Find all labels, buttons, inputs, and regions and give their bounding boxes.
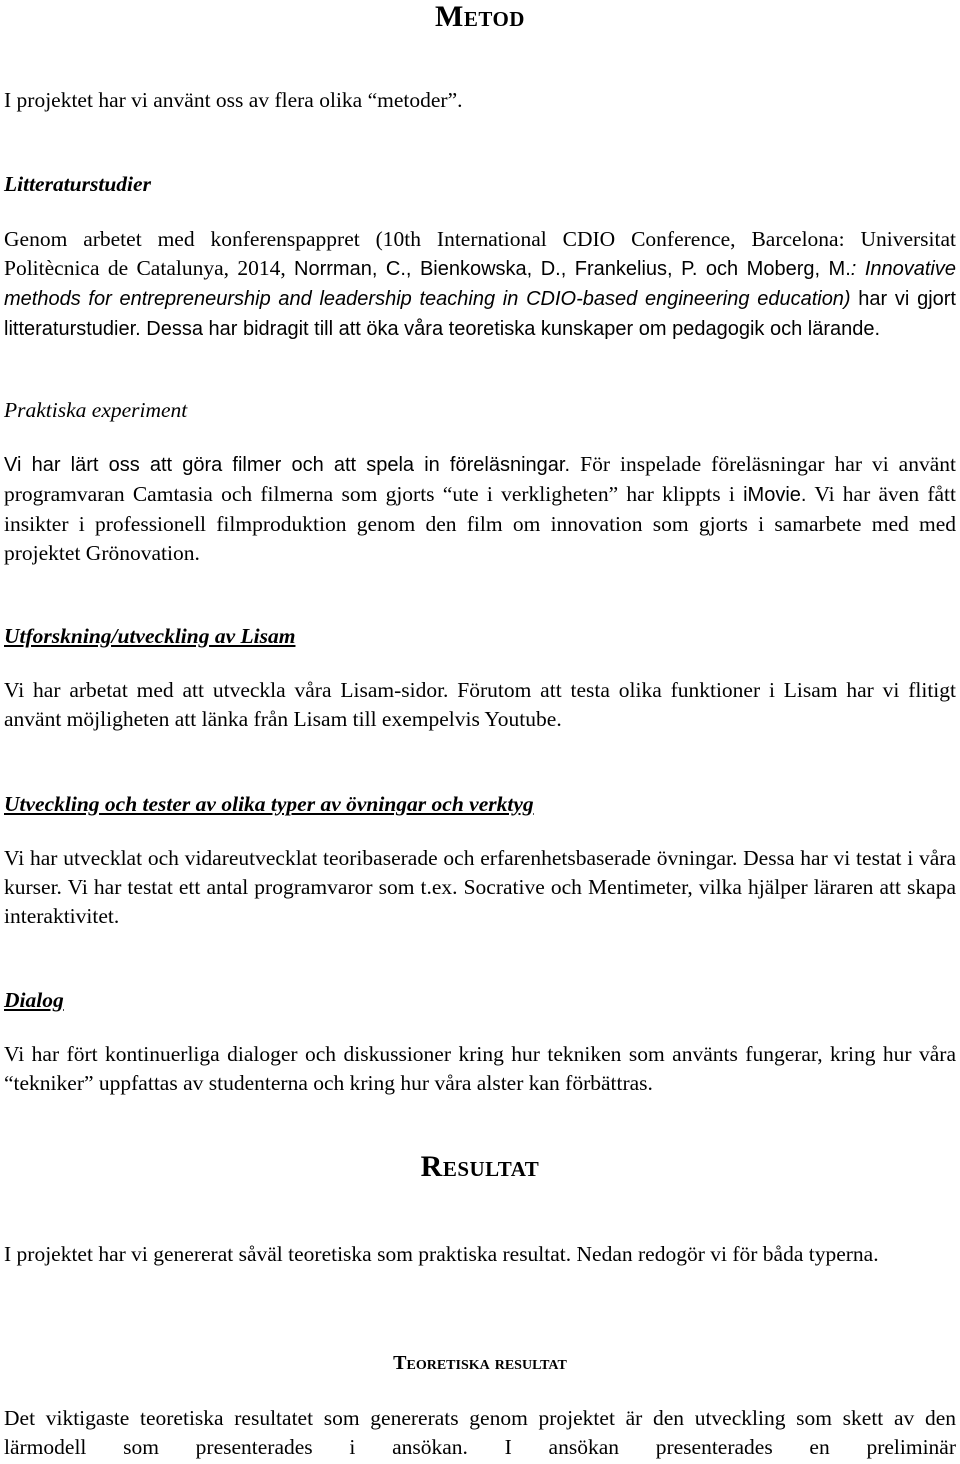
heading-lisam: Utforskning/utveckling av Lisam [4,624,296,648]
heading-litteraturstudier: Litteraturstudier [4,172,151,196]
paragraph-teoretiska-resultat: Det viktigaste teoretiska resultatet som genererats genom projektet är den utveckling som skett av den lärmodell som presenterades i ansökan. I ansökan presenterades en preliminär [4,1406,956,1459]
heading-dialog: Dialog [4,988,64,1012]
section-title-resultat: Resultat [420,1150,540,1183]
paragraph-resultat: I projektet har vi genererat såväl teoretiska som praktiska resultat. Nedan redogör vi för båda typerna. [4,1242,879,1266]
paragraph-litteraturstudier: Genom arbetet med konferenspappret (10th International CDIO Conference, Barcelona: Universitat Politècnica de Catalunya, 2014, Norrman, C., Bienkowska, D., Frankelius, P. och Moberg, M.: Innovative methods for entrepreneurship and leadership teaching in CDIO-based engineering education) har vi gjort litteraturstudier. Dessa har bidragit till att öka våra teoretiska kunskaper om pedagogik och lärande. [4,227,956,340]
section-title-metod: Metod [435,0,525,33]
heading-teoretiska-resultat: Teoretiska resultat [393,1352,567,1374]
heading-praktiska-experiment: Praktiska experiment [4,398,188,422]
paragraph-dialog: Vi har fört kontinuerliga dialoger och diskussioner kring hur tekniken som använts fungerar, kring hur våra “tekniker” uppfattas av studenterna och kring hur våra alster kan förbättras. [4,1042,956,1095]
paragraph-praktiska-experiment: Vi har lärt oss att göra filmer och att spela in föreläsningar. För inspelade föreläsningar har vi använt programvaran Camtasia och filmerna som gjorts “ute i verkligheten” har klippts i iMovie. Vi har även fått insikter i professionell filmproduktion genom den film om innovation som gjorts i samarbete med med projektet Grönovation. [4,452,957,565]
paragraph-lisam: Vi har arbetat med att utveckla våra Lisam-sidor. Förutom att testa olika funktioner i Lisam har vi flitigt använt möjligheten att länka från Lisam till exempelvis Youtube. [4,678,956,731]
heading-ovningar: Utveckling och tester av olika typer av övningar och verktyg [4,792,534,816]
paragraph-ovningar: Vi har utvecklat och vidareutvecklat teoribaserade och erfarenhetsbaserade övningar. Dessa har vi testat i våra kurser. Vi har testat ett antal programvaror som t.ex. Socrative och Mentimeter, vilka hjälper läraren att skapa interaktivitet. [4,846,956,928]
intro-paragraph: I projektet har vi använt oss av flera olika “metoder”. [4,88,463,112]
